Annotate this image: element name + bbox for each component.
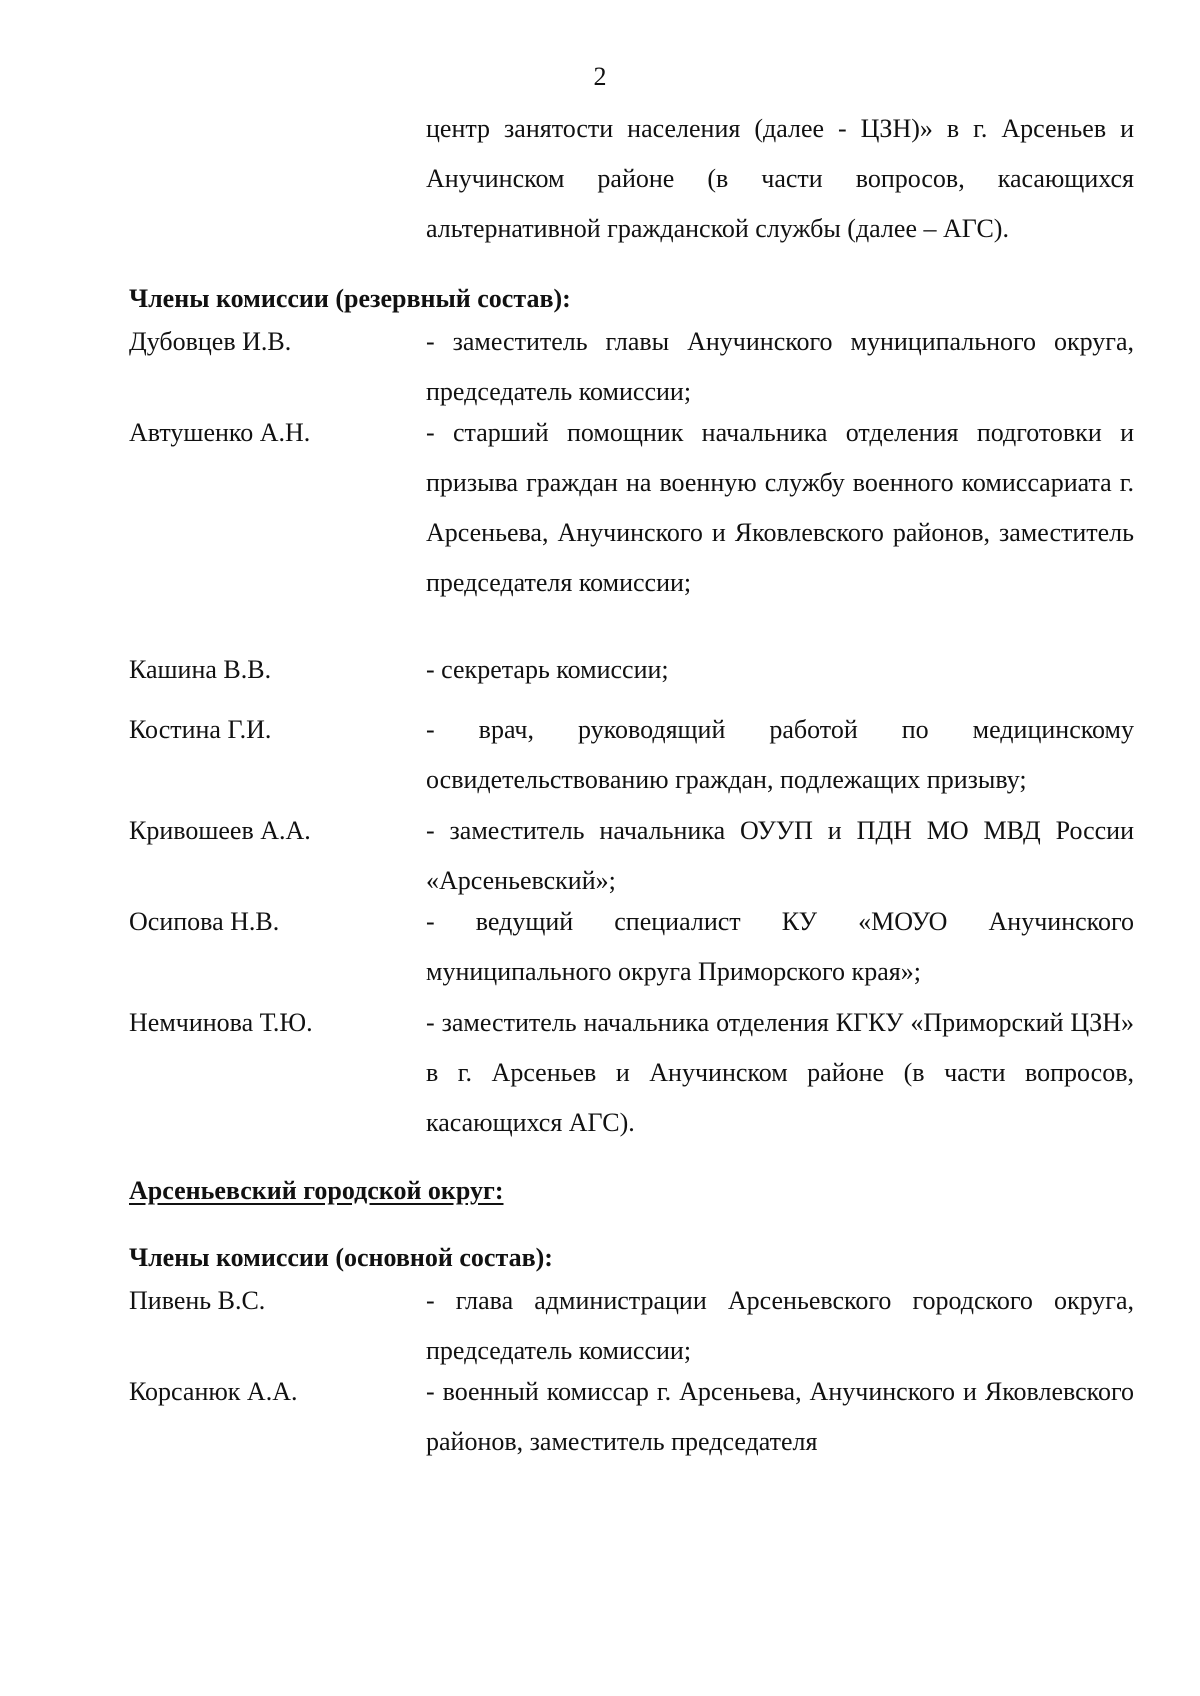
member-name: Автушенко А.Н.: [129, 418, 311, 447]
district-heading: Арсеньевский городской округ:: [129, 1176, 504, 1205]
member-role: - заместитель начальника отделения КГКУ «Приморский ЦЗН» в г. Арсеньев и Анучинском районе (в части вопросов, касающихся АГС).: [426, 1008, 1134, 1137]
member-role: - глава администрации Арсеньевского городского округа, председатель комиссии;: [426, 1286, 1134, 1365]
member-name: Кривошеев А.А.: [129, 816, 311, 845]
member-name: Пивень В.С.: [129, 1286, 266, 1315]
member-name: Кашина В.В.: [129, 655, 272, 684]
page-number: 2: [593, 62, 607, 91]
reserve-section-heading: Члены комиссии (резервный состав):: [129, 284, 571, 313]
member-name: Дубовцев И.В.: [129, 327, 292, 356]
member-role: - ведущий специалист КУ «МОУО Анучинского муниципального округа Приморского края»;: [426, 907, 1134, 986]
member-role: - заместитель начальника ОУУП и ПДН МО МВД России «Арсеньевский»;: [426, 816, 1134, 895]
main-section-heading: Члены комиссии (основной состав):: [129, 1243, 553, 1272]
member-role: - военный комиссар г. Арсеньева, Анучинского и Яковлевского районов, заместитель председателя: [426, 1377, 1134, 1456]
continuation-text: центр занятости населения (далее - ЦЗН)» в г. Арсеньев и Анучинском районе (в части вопросов, касающихся альтернативной гражданской службы (далее – АГС).: [426, 114, 1134, 243]
member-name: Костина Г.И.: [129, 715, 272, 744]
member-name: Немчинова Т.Ю.: [129, 1008, 313, 1037]
member-name: Осипова Н.В.: [129, 907, 280, 936]
member-name: Корсанюк А.А.: [129, 1377, 298, 1406]
member-role: - старший помощник начальника отделения подготовки и призыва граждан на военную службу военного комиссариата г. Арсеньева, Анучинского и Яковлевского районов, заместитель председателя комиссии;: [426, 418, 1134, 597]
member-role: - секретарь комиссии;: [426, 655, 669, 684]
member-role: - заместитель главы Анучинского муниципального округа, председатель комиссии;: [426, 327, 1134, 406]
member-role: - врач, руководящий работой по медицинскому освидетельствованию граждан, подлежащих призыву;: [426, 715, 1134, 794]
